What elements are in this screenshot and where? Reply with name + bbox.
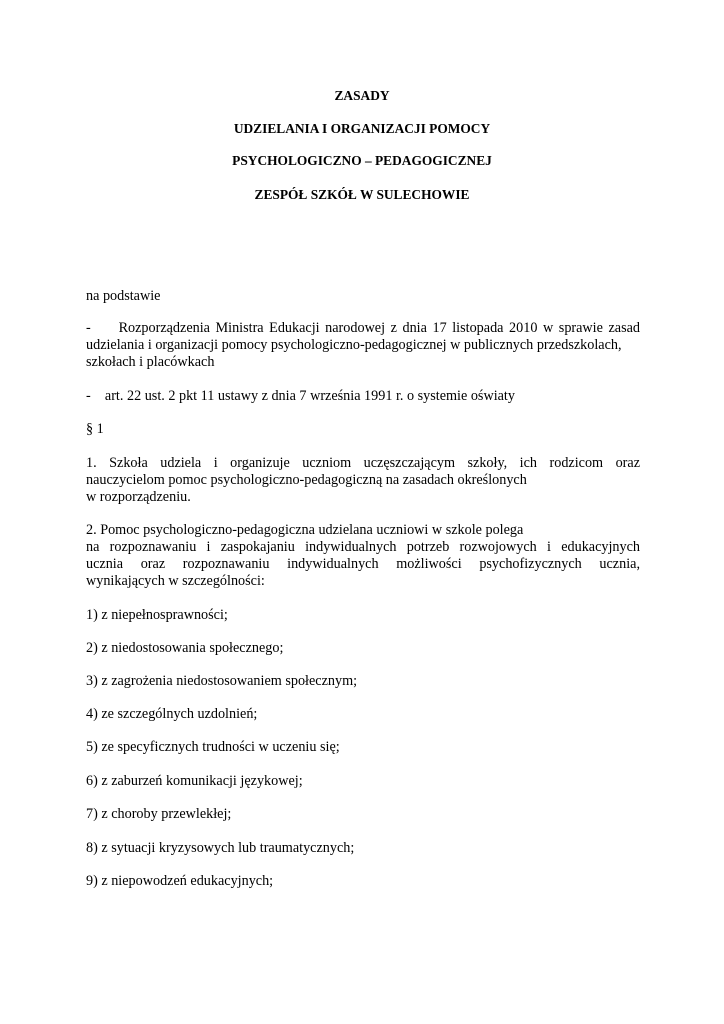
section-mark: § 1 <box>86 421 104 437</box>
heading-zasady: ZASADY <box>334 88 390 103</box>
paragraph-1-line-2: nauczycielom pomoc psychologiczno-pedagogiczną na zasadach określonych <box>86 472 527 488</box>
paragraph-2-line-2: na rozpoznawaniu i zaspokajaniu indywidualnych potrzeb rozwojowych i edukacyjnych <box>86 539 640 555</box>
paragraph-1-line-3: w rozporządzeniu. <box>86 489 191 505</box>
list-item: 5) ze specyficznych trudności w uczeniu się; <box>86 739 340 755</box>
list-item: 2) z niedostosowania społecznego; <box>86 640 284 656</box>
intro-text: na podstawie <box>86 288 161 304</box>
list-item: 7) z choroby przewlekłej; <box>86 806 232 822</box>
legal-basis-1 <box>86 320 640 371</box>
heading-psychologiczno: PSYCHOLOGICZNO – PEDAGOGICZNEJ <box>232 153 492 168</box>
legal-basis-1-line-1: - Rozporządzenia Ministra Edukacji narodowej z dnia 17 listopada 2010 w sprawie zasad <box>86 320 640 336</box>
legal-basis-1-line-2: udzielania i organizacji pomocy psychologiczno-pedagogicznej w publicznych przedszkolach, <box>86 337 622 353</box>
list-item: 4) ze szczególnych uzdolnień; <box>86 706 258 722</box>
list-item: 3) z zagrożenia niedostosowaniem społecznym; <box>86 673 358 689</box>
legal-basis-2: - art. 22 ust. 2 pkt 11 ustawy z dnia 7 września 1991 r. o systemie oświaty <box>86 388 515 404</box>
paragraph-2-line-1: 2. Pomoc psychologiczno-pedagogiczna udzielana uczniowi w szkole polega <box>86 522 524 538</box>
paragraph-1-line-1: 1. Szkoła udziela i organizuje uczniom uczęszczającym szkoły, ich rodzicom oraz <box>86 455 640 471</box>
list-item: 8) z sytuacji kryzysowych lub traumatycznych; <box>86 840 355 856</box>
list-item: 1) z niepełnosprawności; <box>86 607 228 623</box>
paragraph-2-line-4: wynikających w szczególności: <box>86 573 265 589</box>
paragraph-2-line-3: ucznia oraz rozpoznawaniu indywidualnych możliwości psychofizycznych ucznia, <box>86 556 640 572</box>
heading-school-name: ZESPÓŁ SZKÓŁ W SULECHOWIE <box>254 187 470 202</box>
legal-basis-1-line-3: szkołach i placówkach <box>86 354 215 370</box>
list-item: 6) z zaburzeń komunikacji językowej; <box>86 773 303 789</box>
list-item: 9) z niepowodzeń edukacyjnych; <box>86 873 274 889</box>
heading-udzielania: UDZIELANIA I ORGANIZACJI POMOCY <box>233 121 491 136</box>
paragraph-1 <box>86 455 640 506</box>
paragraph-2 <box>86 522 640 590</box>
